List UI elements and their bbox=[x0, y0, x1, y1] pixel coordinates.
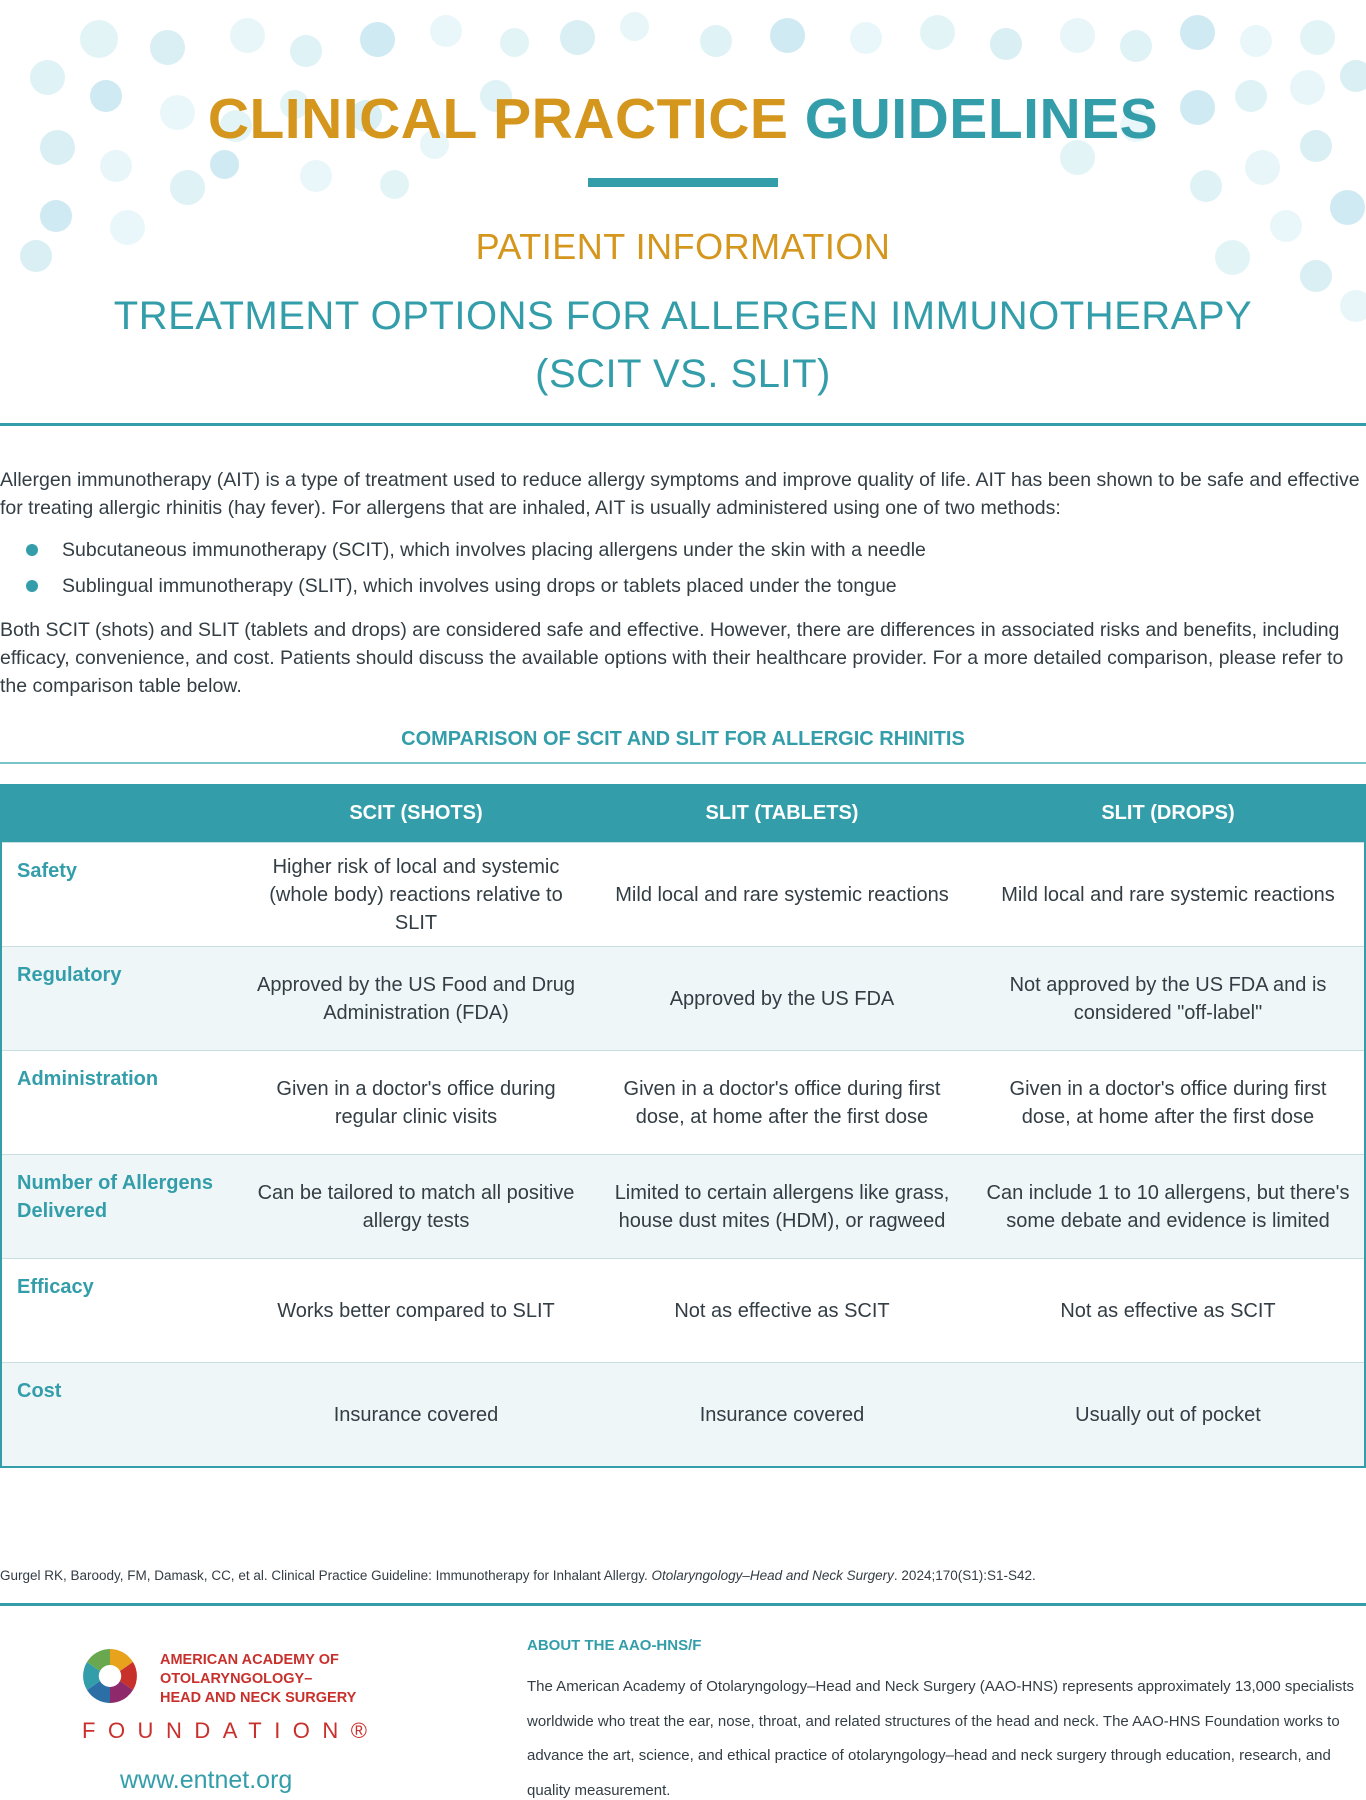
decorative-dot bbox=[1330, 190, 1365, 225]
cell-slit-drops: Mild local and rare systemic reactions bbox=[1001, 883, 1335, 906]
divider-bottom bbox=[0, 1603, 1366, 1606]
cell-slit-tablets: Approved by the US FDA bbox=[669, 987, 895, 1010]
page-title bbox=[0, 86, 1366, 152]
table-header-slit-drops: SLIT (DROPS) bbox=[1101, 801, 1235, 824]
decorative-dot bbox=[210, 150, 239, 179]
org-name-line2: OTOLARYNGOLOGY– bbox=[160, 1671, 313, 1687]
decorative-dot bbox=[1060, 18, 1095, 53]
cell-slit-drops: Not as effective as SCIT bbox=[1060, 1299, 1276, 1322]
list-item-text: Subcutaneous immunotherapy (SCIT), which involves placing allergens under the skin with a needle bbox=[62, 539, 926, 561]
row-label: Cost bbox=[17, 1380, 62, 1402]
decorative-dot bbox=[920, 15, 955, 50]
cell-slit-drops: Usually out of pocket bbox=[1075, 1403, 1261, 1426]
aao-hns-logo-icon bbox=[80, 1646, 140, 1706]
method-list bbox=[26, 536, 1326, 608]
about-title: ABOUT THE AAO-HNS/F bbox=[527, 1637, 702, 1654]
intro-paragraph: Allergen immunotherapy (AIT) is a type of treatment used to reduce allergy symptoms and improve quality of life. AIT has been shown to be safe and effective for treating allergic rhinitis (hay fever). For allergens that are inhaled, AIT is usually administered using one of two methods: bbox=[0, 469, 1360, 519]
table-row bbox=[2, 842, 1364, 946]
decorative-dot bbox=[700, 25, 732, 57]
citation bbox=[0, 1568, 1366, 1583]
decorative-dot bbox=[1245, 150, 1280, 185]
decorative-dot bbox=[1300, 20, 1335, 55]
citation-details: . 2024;170(S1):S1-S42. bbox=[893, 1568, 1036, 1583]
cell-slit-tablets: Insurance covered bbox=[699, 1403, 865, 1426]
table-row bbox=[2, 1154, 1364, 1258]
citation-authors: Gurgel RK, Baroody, FM, Damask, CC, et al. Clinical Practice Guideline: Immunotherapy for Inhalant Allergy. bbox=[0, 1568, 648, 1583]
table-title: COMPARISON OF SCIT AND SLIT FOR ALLERGIC RHINITIS bbox=[401, 728, 965, 750]
cell-slit-tablets: Mild local and rare systemic reactions bbox=[615, 883, 949, 906]
table-row bbox=[2, 1258, 1364, 1362]
row-label: Efficacy bbox=[17, 1276, 94, 1298]
decorative-dot bbox=[380, 170, 409, 199]
decorative-dot bbox=[770, 18, 805, 53]
row-label: Number of Allergens Delivered bbox=[17, 1172, 213, 1222]
cell-scit: Given in a doctor's office during regular clinic visits bbox=[276, 1077, 556, 1128]
org-name-line1: AMERICAN ACADEMY OF bbox=[160, 1652, 339, 1668]
list-item-text: Sublingual immunotherapy (SLIT), which involves using drops or tablets placed under the tongue bbox=[62, 575, 897, 597]
cell-slit-tablets: Given in a doctor's office during first dose, at home after the first dose bbox=[623, 1077, 941, 1128]
decorative-dot bbox=[560, 20, 595, 55]
table-row bbox=[2, 1050, 1364, 1154]
decorative-dot bbox=[1240, 25, 1272, 57]
document-title-line2: (SCIT VS. SLIT) bbox=[535, 352, 831, 396]
decorative-dot bbox=[1120, 30, 1152, 62]
citation-journal: Otolaryngology–Head and Neck Surgery bbox=[651, 1568, 894, 1583]
about-text: The American Academy of Otolaryngology–Head and Neck Surgery (AAO-HNS) represents approximately 13,000 specialists worldwide who treat the ear, nose, throat, and related structures of the head and neck. The AAO-HNS Foundation works to advance the art, science, and ethical practice of otolaryngology–head and neck surgery through education, research, and quality measurement. bbox=[527, 1678, 1355, 1799]
cell-slit-drops: Given in a doctor's office during first dose, at home after the first dose bbox=[1009, 1077, 1327, 1128]
list-item bbox=[26, 536, 1326, 572]
row-label: Administration bbox=[17, 1068, 159, 1090]
decorative-dot bbox=[300, 160, 332, 192]
list-item bbox=[26, 572, 1326, 608]
cell-slit-tablets: Not as effective as SCIT bbox=[674, 1299, 890, 1322]
bullet-icon bbox=[26, 544, 38, 556]
decorative-dot bbox=[170, 170, 205, 205]
website-link[interactable]: www.entnet.org bbox=[120, 1766, 293, 1794]
subtitle: PATIENT INFORMATION bbox=[475, 226, 891, 267]
org-name-line3: HEAD AND NECK SURGERY bbox=[160, 1690, 357, 1706]
header bbox=[0, 0, 1366, 420]
table-row bbox=[2, 946, 1364, 1050]
divider-table bbox=[0, 762, 1366, 764]
decorative-dot bbox=[990, 28, 1022, 60]
cell-scit: Works better compared to SLIT bbox=[277, 1299, 555, 1322]
decorative-dot bbox=[850, 22, 882, 54]
cell-scit: Approved by the US Food and Drug Administration (FDA) bbox=[257, 973, 575, 1024]
decorative-dot bbox=[1180, 15, 1215, 50]
table-header-row bbox=[2, 784, 1364, 842]
decorative-dot bbox=[1190, 170, 1222, 202]
decorative-dot bbox=[80, 20, 118, 58]
comparison-table bbox=[0, 784, 1366, 1468]
cell-slit-drops: Not approved by the US FDA and is considered "off-label" bbox=[1009, 973, 1327, 1024]
title-underline bbox=[588, 178, 778, 187]
summary-paragraph: Both SCIT (shots) and SLIT (tablets and drops) are considered safe and effective. However, there are differences in associated risks and benefits, including efficacy, convenience, and cost. Patients should discuss the available options with their healthcare provider. For a more detailed comparison, please refer to the comparison table below. bbox=[0, 619, 1344, 697]
decorative-dot bbox=[430, 15, 462, 47]
divider-top bbox=[0, 423, 1366, 426]
cell-slit-tablets: Limited to certain allergens like grass, house dust mites (HDM), or ragweed bbox=[614, 1181, 950, 1232]
decorative-dot bbox=[100, 150, 132, 182]
row-label: Regulatory bbox=[17, 964, 122, 986]
decorative-dot bbox=[620, 12, 649, 41]
decorative-dot bbox=[230, 18, 265, 53]
document-title bbox=[0, 287, 1366, 403]
table-header-scit: SCIT (SHOTS) bbox=[349, 801, 483, 824]
page-title-part1: CLINICAL PRACTICE bbox=[207, 87, 789, 151]
page-title-part2: GUIDELINES bbox=[804, 87, 1159, 151]
table-header-slit-tablets: SLIT (TABLETS) bbox=[705, 801, 859, 824]
foundation-wordmark: FOUNDATION® bbox=[82, 1718, 380, 1743]
table-row bbox=[2, 1362, 1364, 1466]
bullet-icon bbox=[26, 580, 38, 592]
cell-scit: Can be tailored to match all positive allergy tests bbox=[257, 1181, 575, 1232]
decorative-dot bbox=[150, 30, 185, 65]
document-title-line1: TREATMENT OPTIONS FOR ALLERGEN IMMUNOTHERAPY bbox=[113, 294, 1253, 338]
decorative-dot bbox=[360, 22, 395, 57]
cell-scit: Higher risk of local and systemic (whole body) reactions relative to SLIT bbox=[269, 855, 563, 934]
decorative-dot bbox=[500, 28, 529, 57]
row-label: Safety bbox=[17, 860, 78, 882]
table-header-empty bbox=[2, 784, 240, 842]
cell-scit: Insurance covered bbox=[333, 1403, 499, 1426]
decorative-dot bbox=[290, 35, 322, 67]
cell-slit-drops: Can include 1 to 10 allergens, but there's some debate and evidence is limited bbox=[986, 1181, 1350, 1232]
org-name bbox=[160, 1651, 356, 1708]
